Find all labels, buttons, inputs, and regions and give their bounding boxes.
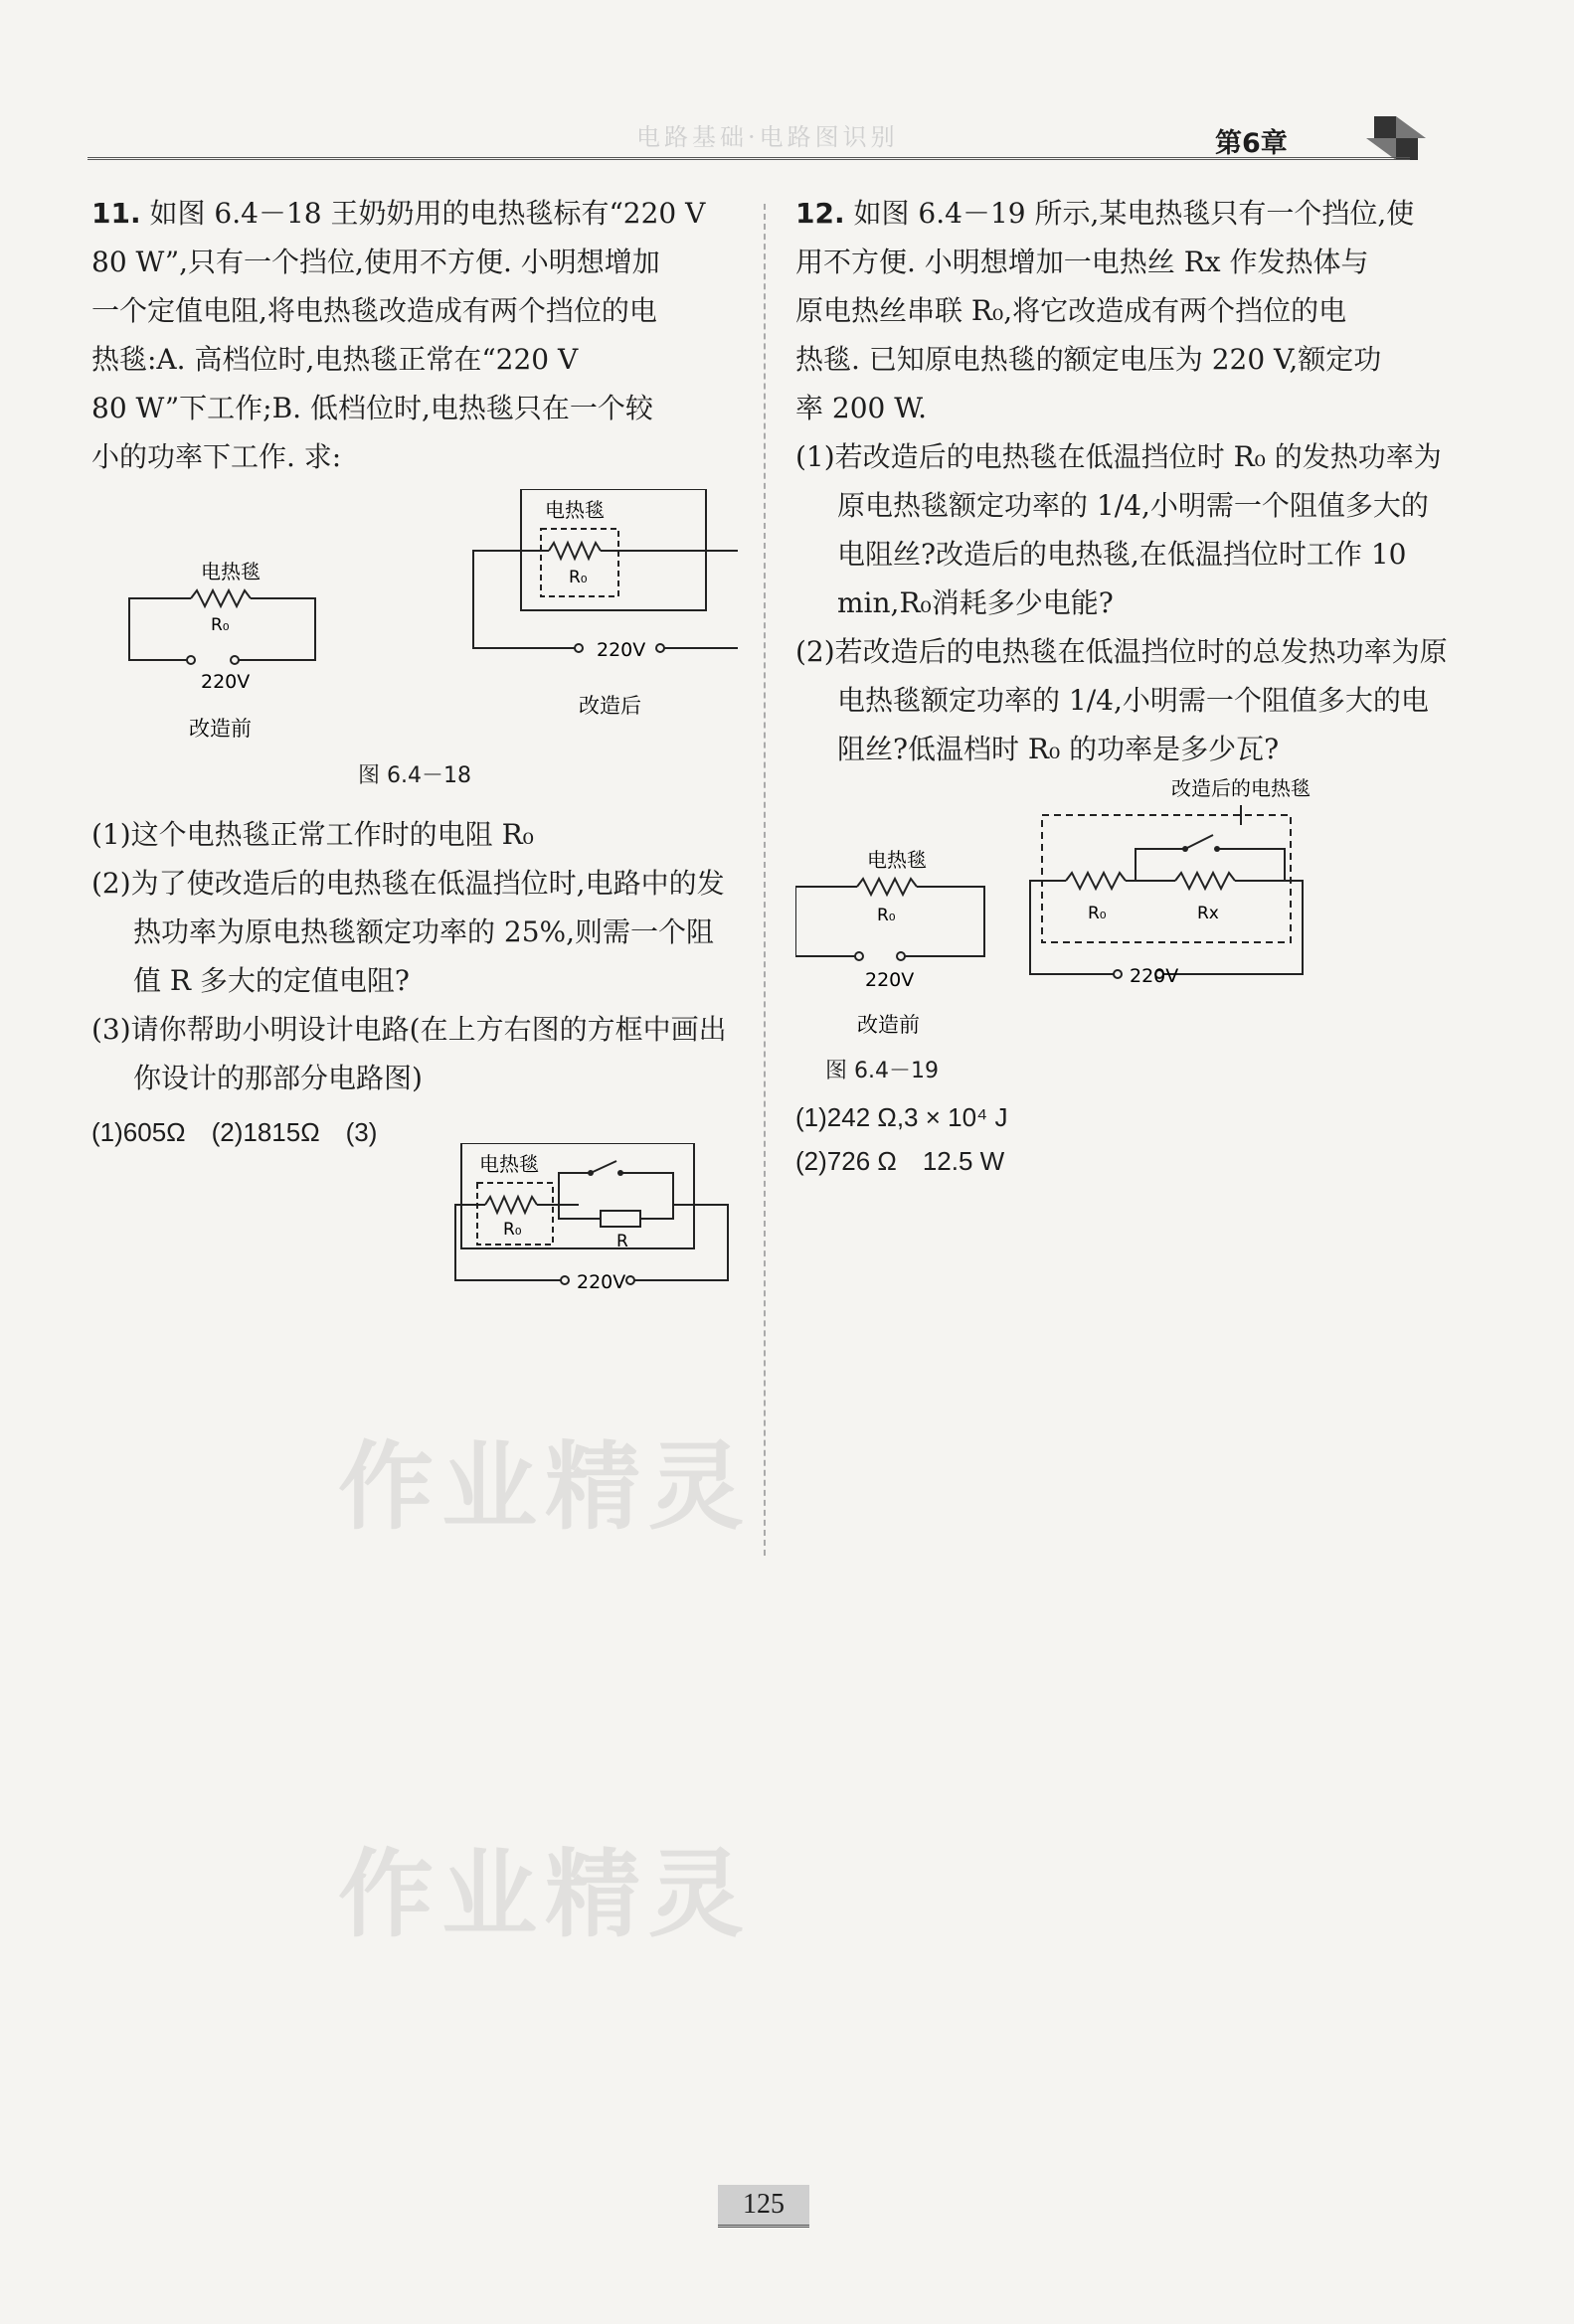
terminal-right <box>231 656 239 664</box>
answer-title: 电热毯 <box>479 1152 539 1176</box>
q12-stem-line: 原电热丝串联 R₀,将它改造成有两个挡位的电 <box>795 294 1347 327</box>
terminal-left <box>187 656 195 664</box>
q12-before-resistor-label: R₀ <box>877 906 896 925</box>
q11-sub-1: (1)这个电热毯正常工作时的电阻 R₀ <box>91 818 534 851</box>
header-rule <box>87 157 1410 160</box>
q12-before-caption: 改造前 <box>857 1013 920 1036</box>
circuit-before <box>129 560 315 741</box>
answer-voltage-label: 220V <box>577 1271 626 1293</box>
q12-stem-line: 用不方便. 小明想增加一电热丝 Rx 作发热体与 <box>795 246 1369 278</box>
before-caption: 改造前 <box>189 717 252 741</box>
q11-sub-3: (3)请你帮助小明设计电路(在上方右图的方框中画出你设计的那部分电路图) <box>91 1013 727 1094</box>
header-faint-text: 电路基础·电路图识别 <box>636 123 899 151</box>
q12-stem-line: 率 200 W. <box>795 392 928 424</box>
q12-stem-line: 热毯. 已知原电热毯的额定电压为 220 V,额定功 <box>795 343 1382 376</box>
figure-6-4-18-caption: 图 6.4－18 <box>358 763 471 788</box>
column-divider <box>764 204 766 1556</box>
q12-sub-1: (1)若改造后的电热毯在低温挡位时 R₀ 的发热功率为原电热毯额定功率的 1/4,小明需一个阻值多大的电阻丝?改造后的电热毯,在低温挡位时工作 10 min,R₀消耗多少电能? <box>795 440 1442 619</box>
answer-r-label: R <box>616 1232 628 1251</box>
q11-stem-line: 80 W”下工作;B. 低档位时,电热毯只在一个较 <box>91 392 653 424</box>
q12-sub-2: (2)若改造后的电热毯在低温挡位时的总发热功率为原电热毯额定功率的 1/4,小明需一个阻值多大的电阻丝?低温档时 R₀ 的功率是多少瓦? <box>795 635 1448 765</box>
resistor-r0-before <box>191 590 251 606</box>
after-title: 电热毯 <box>545 498 605 522</box>
q12-after-title: 改造后的电热毯 <box>1171 777 1311 800</box>
q12-resistor-before <box>857 879 917 895</box>
q11-number: 11. <box>91 197 141 230</box>
resistor-r0-after <box>549 543 601 559</box>
figure-6-4-18 <box>91 489 738 757</box>
q12-after-voltage-label: 220V <box>1130 965 1179 987</box>
q12-circuit-after <box>1030 777 1311 987</box>
page-number: 125 <box>718 2185 809 2228</box>
after-resistor-label: R₀ <box>569 568 588 587</box>
q12-r0-label: R₀ <box>1088 904 1107 923</box>
question-11 <box>91 189 738 1327</box>
q11-answer-circuit <box>91 1143 738 1312</box>
figure-6-4-19 <box>795 777 1452 1036</box>
q11-sub-2: (2)为了使改造后的电热毯在低温挡位时,电路中的发热功率为原电热毯额定功率的 25%,则需一个阻值 R 多大的定值电阻? <box>91 867 725 997</box>
q12-rx-label: Rx <box>1197 904 1219 923</box>
q12-circuit-before <box>795 848 984 1036</box>
q11-answer: (1)605Ω (2)1815Ω (3) <box>91 1117 378 1147</box>
q12-switch <box>1185 835 1213 849</box>
answer-switch <box>591 1161 616 1173</box>
figure-6-4-19-caption: 图 6.4－19 <box>825 1059 939 1083</box>
answer-r0-label: R₀ <box>503 1220 522 1240</box>
answer-resistor-r <box>601 1211 640 1227</box>
q12-answer-2: (2)726 Ω 12.5 W <box>795 1146 1005 1176</box>
q12-before-title: 电热毯 <box>867 848 927 872</box>
q12-resistor-rx <box>1175 873 1235 889</box>
watermark: 作业精灵 <box>338 1431 752 1543</box>
q11-stem-line: 热毯:A. 高档位时,电热毯正常在“220 V <box>91 343 579 376</box>
circuit-diagrams-q11 <box>91 489 738 757</box>
q12-blanket-box <box>1042 815 1291 942</box>
q11-stem-line: 小的功率下工作. 求: <box>91 440 342 473</box>
watermark: 作业精灵 <box>338 1839 752 1950</box>
q11-stem-line: 一个定值电阻,将电热毯改造成有两个挡位的电 <box>91 294 657 327</box>
before-voltage-label: 220V <box>201 671 251 693</box>
q11-stem-line: 80 W”,只有一个挡位,使用不方便. 小明想增加 <box>91 246 660 278</box>
answer-resistor-r0 <box>485 1197 537 1213</box>
chapter-label: 第6章 <box>1215 128 1288 159</box>
before-resistor-label: R₀ <box>211 615 230 635</box>
circuit-after <box>473 489 738 718</box>
q12-resistor-r0 <box>1066 873 1126 889</box>
q11-stem-line: 11. 如图 6.4－18 王奶奶用的电热毯标有“220 V <box>91 197 706 230</box>
q12-answer-1: (1)242 Ω,3 × 10⁴ J <box>795 1102 1008 1132</box>
q12-before-voltage-label: 220V <box>865 969 915 991</box>
q12-stem-line: 12. 如图 6.4－19 所示,某电热毯只有一个挡位,使 <box>795 197 1415 230</box>
q12-number: 12. <box>795 197 845 230</box>
after-voltage-label: 220V <box>597 639 646 661</box>
before-title: 电热毯 <box>201 560 261 583</box>
question-12 <box>795 189 1452 1183</box>
after-caption: 改造后 <box>579 694 641 718</box>
